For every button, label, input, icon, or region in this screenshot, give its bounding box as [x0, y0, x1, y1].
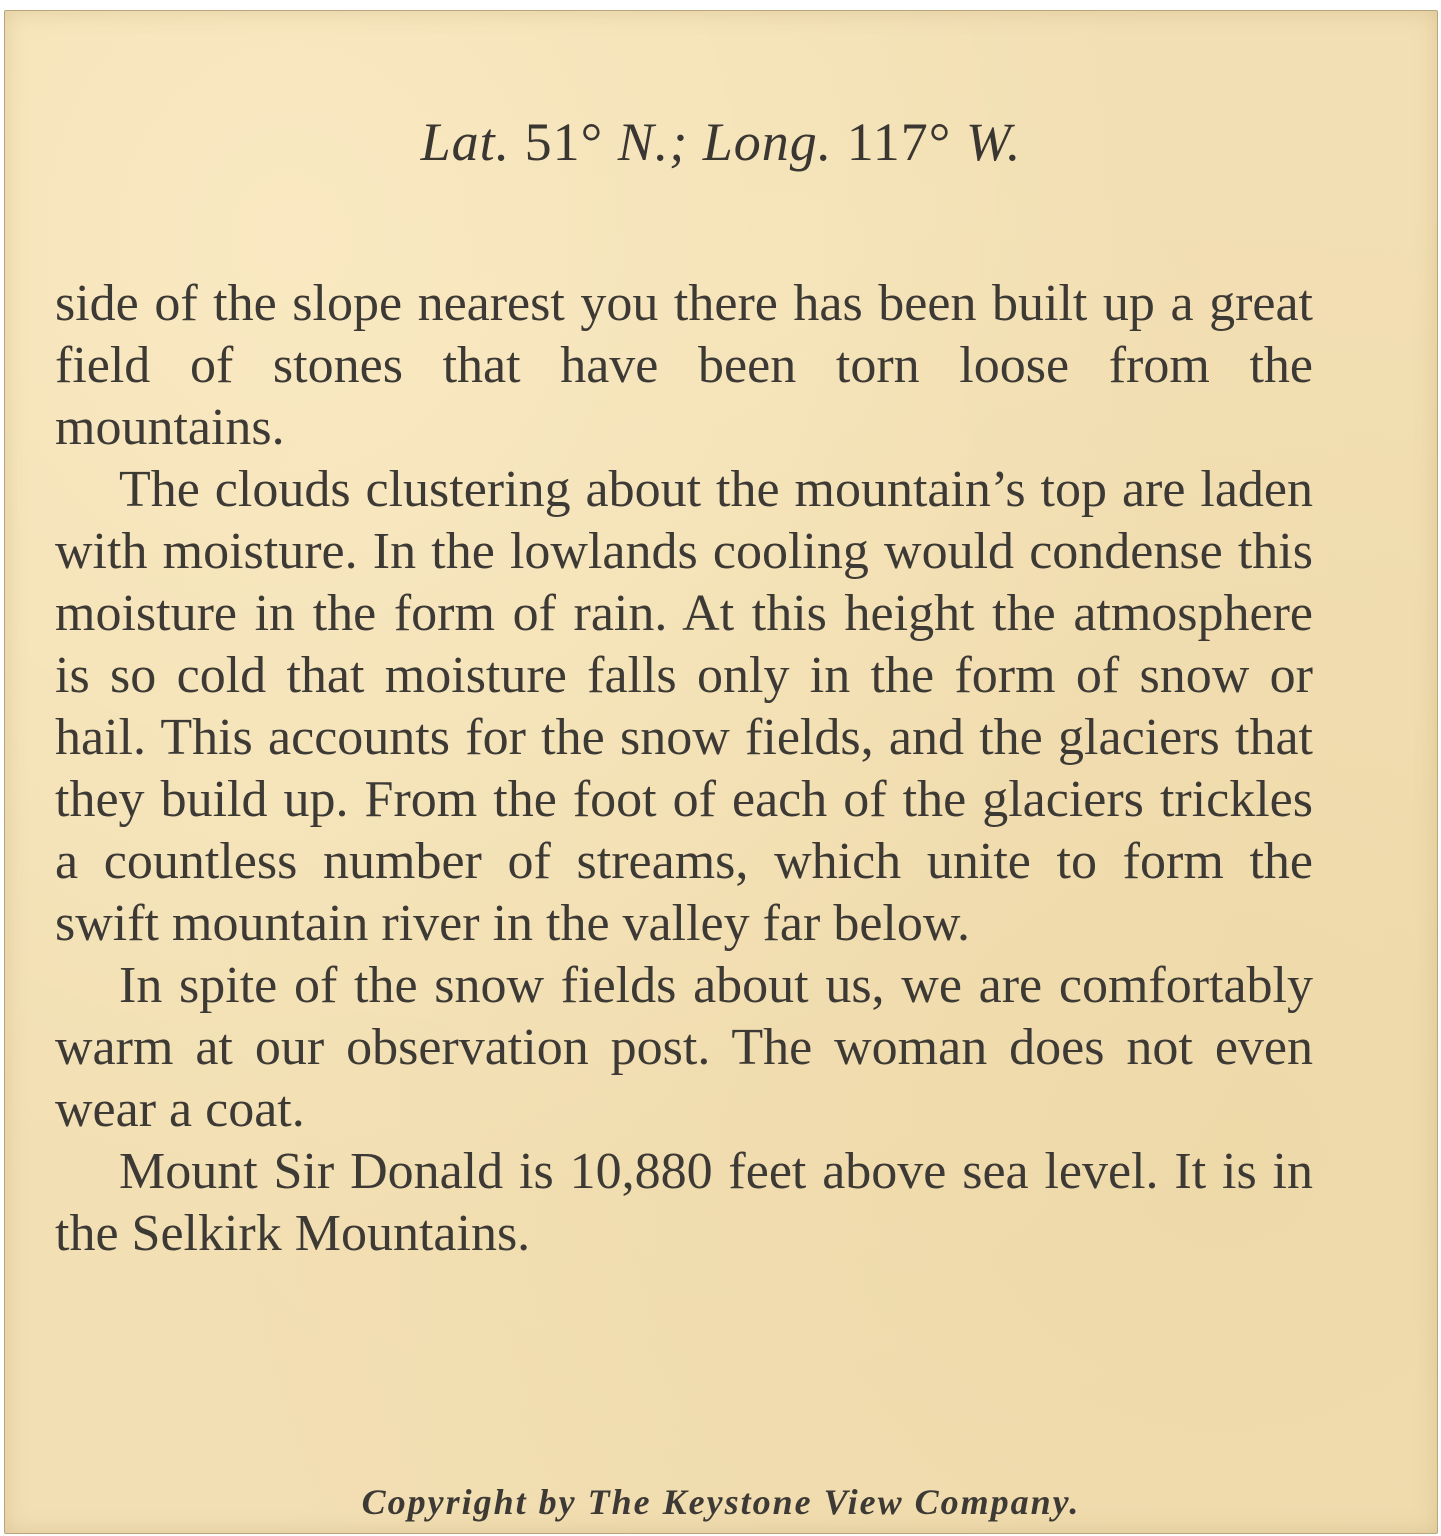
stereoview-card-back	[4, 10, 1438, 1534]
latitude-direction: N.;	[617, 112, 689, 172]
description-text	[55, 273, 1313, 1265]
paragraph-warmth: In spite of the snow fields about us, we are comfortably warm at our observation post. The woman does not even wear a coat.	[55, 957, 1313, 1138]
latitude-value: 51°	[524, 112, 604, 172]
copyright-line: Copyright by The Keystone View Company.	[361, 1482, 1081, 1522]
paragraph-continuation: side of the slope nearest you there has been built up a great field of stones that have been torn loose from the mountains.	[55, 275, 1313, 456]
paragraph-clouds: The clouds clustering about the mountain’s top are laden with moisture. In the lowlands cooling would condense this moisture in the form of rain. At this height the atmosphere is so cold that moisture falls only in the form of snow or hail. This accounts for the snow fields, and the glaciers that they build up. From the foot of each of the glaciers trickles a countless number of streams, which unite to form the swift mountain river in the valley far below.	[55, 461, 1313, 952]
coordinates-heading	[5, 111, 1437, 173]
latitude-label: Lat.	[420, 112, 511, 172]
paragraph-elevation: Mount Sir Donald is 10,880 feet above sea level. It is in the Selkirk Mountains.	[55, 1143, 1313, 1262]
longitude-direction: W.	[965, 112, 1022, 172]
longitude-label: Long.	[702, 112, 833, 172]
longitude-value: 117°	[846, 112, 952, 172]
